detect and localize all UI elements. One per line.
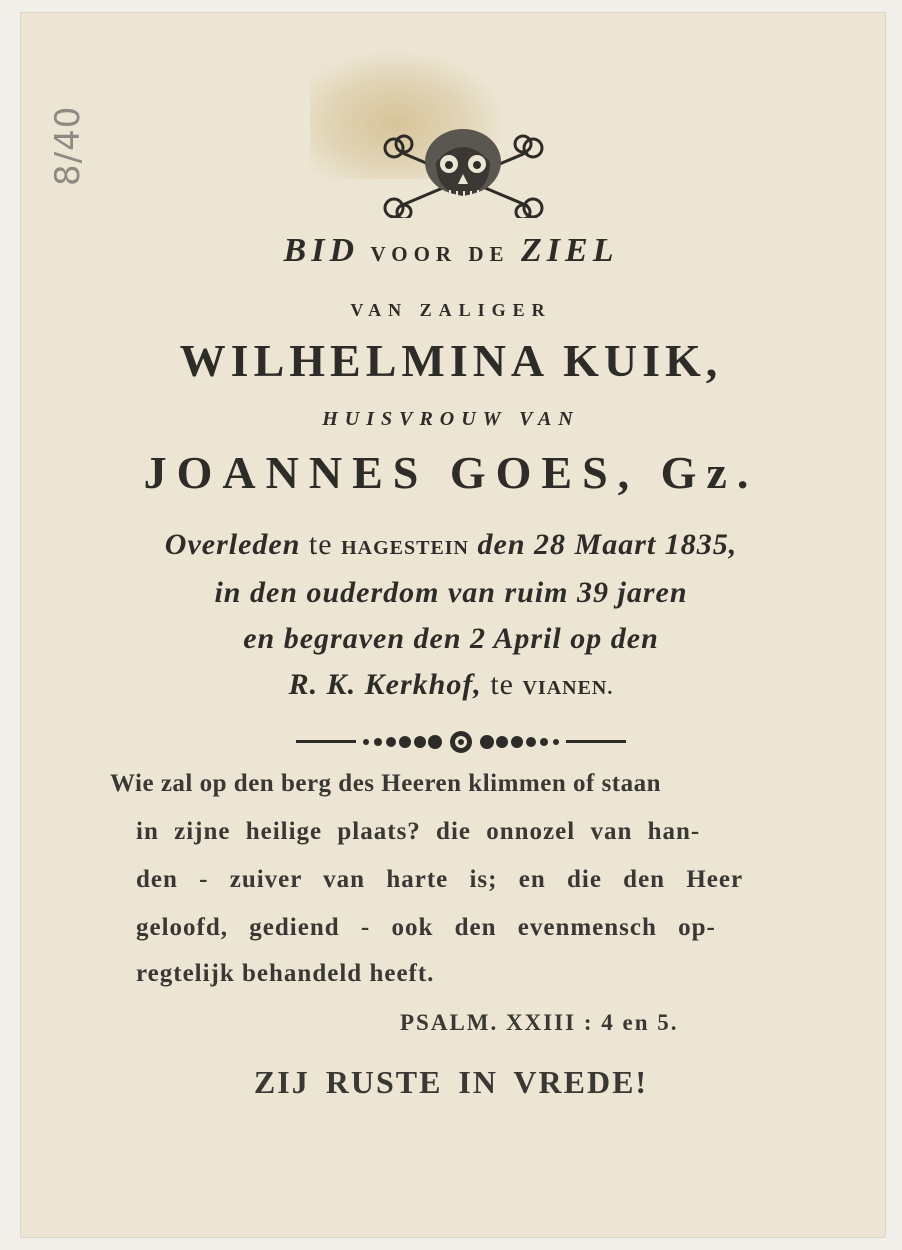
verse-line-3: den - zuiver van harte is; en die den Heer: [136, 866, 744, 893]
te-text-2: te: [490, 668, 514, 701]
psalm-reference: PSALM. XXIII : 4 en 5.: [400, 1010, 679, 1035]
verse-line-5: regtelijk behandeld heeft.: [136, 960, 435, 987]
prayer-heading: [0, 232, 902, 270]
inventory-number: [48, 18, 178, 186]
cemetery-line: [0, 668, 902, 702]
huisvrouw-van: HUISVROUW VAN: [322, 408, 580, 430]
verse-line-1: Wie zal op den berg des Heeren klimmen of staan: [110, 770, 662, 797]
heading-ziel: ZIEL: [521, 232, 619, 269]
ornament-divider: [296, 728, 626, 756]
husband-name: JOANNES GOES, Gz.: [143, 447, 759, 498]
deceased-name: WILHELMINA KUIK,: [179, 335, 723, 386]
verse-line-4: geloofd, gediend - ook den evenmensch op-: [136, 914, 716, 941]
death-details: [0, 528, 902, 562]
skull-crossbones-icon: [378, 122, 548, 218]
overleden-text: Overleden: [164, 528, 301, 561]
burial-place: VIANEN.: [522, 677, 614, 699]
van-zaliger: VAN ZALIGER: [350, 300, 552, 320]
death-date: den 28 Maart 1835,: [477, 528, 738, 561]
heading-bid: BID: [283, 232, 359, 269]
death-place: HAGESTEIN: [341, 537, 470, 559]
inventory-number-text: 8/40: [48, 105, 88, 186]
burial-line: en begraven den 2 April op den: [243, 622, 659, 655]
closing-line: ZIJ RUSTE IN VREDE!: [253, 1064, 649, 1100]
cemetery-name: R. K. Kerkhof,: [288, 668, 482, 701]
te-text: te: [308, 528, 333, 561]
age-line: in den ouderdom van ruim 39 jaren: [214, 576, 688, 609]
verse-line-2: in zijne heilige plaats? die onnozel van han-: [136, 818, 701, 845]
heading-voor-de: VOOR DE: [370, 242, 510, 266]
